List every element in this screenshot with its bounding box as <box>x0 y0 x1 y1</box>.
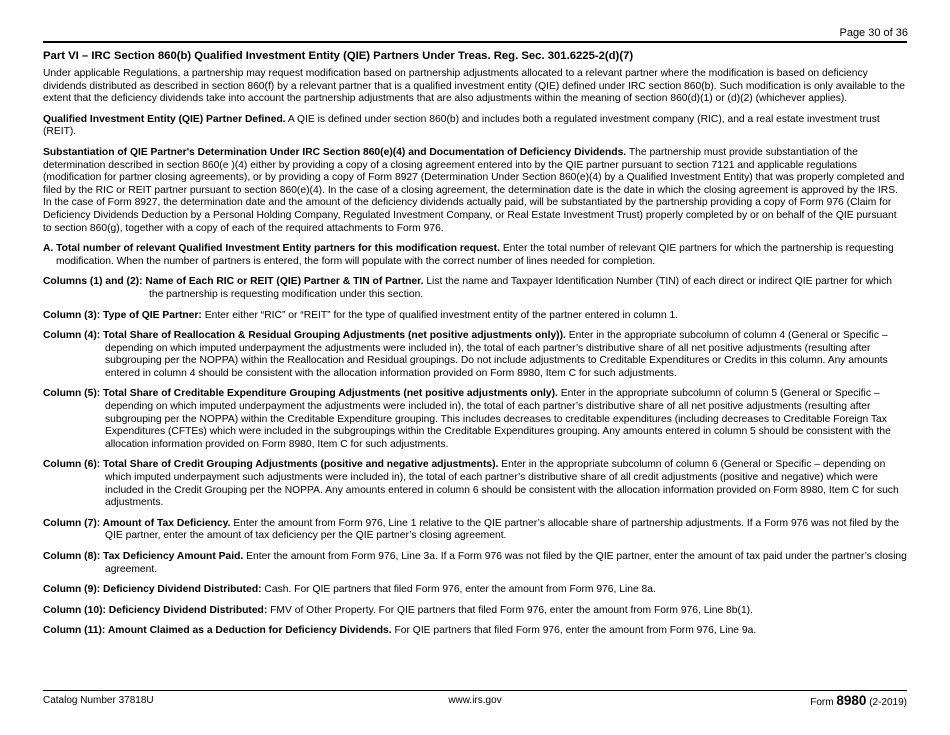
qie-defined-title: Qualified Investment Entity (QIE) Partner Defined. <box>43 113 286 125</box>
column-title: Column (10): Deficiency Dividend Distributed: <box>43 604 268 616</box>
column-text: Enter in the appropriate subcolumn of column 6 (General or Specific – depending on which imputed underpayment such adjustments were included in), the total of each partner’s distributive share of all credit adjustments (positive and negative) which were included in the Credit Grouping per the NOPPA. Any amounts entered in column 6 should be consistent with the allocation information provided on Form 8980, Item C for such adjustments. <box>105 459 899 509</box>
column-text: FMV of Other Property. For QIE partners that filed Form 976, enter the amount from Form 976, Line 8b(1). <box>267 604 753 616</box>
item-a-title: A. Total number of relevant Qualified Investment Entity partners for this modification request. <box>43 243 500 255</box>
column-title: Column (3): Type of QIE Partner: <box>43 309 202 321</box>
header-rule <box>43 41 907 43</box>
column-4-paragraph <box>43 330 907 380</box>
page-number: Page 30 of 36 <box>839 27 908 39</box>
column-title: Column (8): Tax Deficiency Amount Paid. <box>43 551 244 562</box>
catalog-number: Catalog Number 37818U <box>43 695 154 706</box>
item-a-text: Enter the total number of relevant QIE partners for which the partnership is requesting modification. When the number of partners is entered, the form will populate with the correct number of lines needed for completion. <box>56 243 894 267</box>
column-text: Enter the amount from Form 976, Line 3a. If a Form 976 was not filed by the QIE partner, enter the amount of tax paid under the partner’s closing agreement. <box>105 551 907 575</box>
intro-paragraph: Under applicable Regulations, a partnership may request modification based on partnership adjustments allocated to a relevant partner where the modification is based on deficiency dividends distributed as described in section 860(f) by a relevant partner that is a qualified investment entity (QIE) defined under IRC section 860(b). Such modification is only available to the extent that the deficiency dividends take into account the partnership adjustments that are also adjustments within the meaning of section 860(d)(1) or (d)(2) (whichever applies). <box>43 68 905 105</box>
footer-rule <box>43 690 907 691</box>
column-7-paragraph <box>43 518 907 543</box>
column-title: Column (6): Total Share of Credit Grouping Adjustments (positive and negative adjustments). <box>43 459 499 471</box>
column-text: Enter the amount from Form 976, Line 1 relative to the QIE partner’s allocable share of partnership adjustments. If a Form 976 was not filed by the QIE partner, enter the amount of tax deficiency per the QIE partner’s closing agreement. <box>105 517 900 542</box>
column-title: Column (7): Amount of Tax Deficiency. <box>43 517 231 529</box>
column-1-2-paragraph <box>43 276 907 301</box>
item-a-paragraph <box>43 243 907 268</box>
column-text: Enter in the appropriate subcolumn of column 5 (General or Specific – depending on which imputed underpayment the adjustments were included in), the total of each partner’s distributive share of all net positive adjustments (resulting after subgrouping per the NOPPA) within the Creditable Expenditure grouping. This includes decreases to creditable expenditures (including decreases to Creditable Foreign Tax Expenditures (CFTEs) which were included in the subgroupings within the Creditable Expenditures grouping. Any amounts entered in column 5 should be consistent with the allocation information provided on Form 8980, Item C for such adjustments. <box>105 388 891 450</box>
column-title: Column (5): Total Share of Creditable Expenditure Grouping Adjustments (net positive adjustments only). <box>43 388 558 400</box>
form-revision: (2-2019) <box>869 697 907 708</box>
column-8-paragraph <box>43 551 907 576</box>
column-text: Cash. For QIE partners that filed Form 976, enter the amount from Form 976, Line 8a. <box>261 584 656 596</box>
column-5-paragraph <box>43 388 907 451</box>
instructions-body <box>43 49 907 646</box>
column-title: Columns (1) and (2): Name of Each RIC or REIT (QIE) Partner & TIN of Partner. <box>43 276 424 288</box>
qie-defined-paragraph <box>43 114 907 139</box>
column-title: Column (4): Total Share of Reallocation & Residual Grouping Adjustments (net positive adjustments only)). <box>43 330 566 342</box>
form-number: 8980 <box>836 693 867 708</box>
form-label: Form <box>810 697 834 708</box>
column-text: Enter in the appropriate subcolumn of column 4 (General or Specific – depending on which imputed underpayment the adjustments were included in), the total of each partner’s distributive share of all net positive adjustments (resulting after subgrouping per the NOPPA) within the Reallocation and Residual groupings. Do not include adjustments to Creditable Expenditures or Credits in this column. Any amounts entered in column 4 should be consistent with the allocation information provided on Form 8980, Item C for such adjustments. <box>105 330 888 379</box>
irs-website: www.irs.gov <box>448 695 502 706</box>
column-10-paragraph <box>43 605 907 618</box>
column-11-paragraph <box>43 625 907 638</box>
column-9-paragraph <box>43 584 907 597</box>
column-text: For QIE partners that filed Form 976, enter the amount from Form 976, Line 9a. <box>391 625 757 637</box>
column-text: List the name and Taxpayer Identification Number (TIN) of each direct or indirect QIE partner for which the partnership is requesting modification under this section. <box>149 276 893 300</box>
form-identifier <box>810 693 907 708</box>
column-title: Column (11): Amount Claimed as a Deduction for Deficiency Dividends. <box>43 625 392 637</box>
qie-defined-text: A QIE is defined under section 860(b) and includes both a regulated investment company (RIC), and a real estate investment trust (REIT). <box>43 113 880 138</box>
column-title: Column (9): Deficiency Dividend Distributed: <box>43 584 262 596</box>
substantiation-text: The partnership must provide substantiation of the determination described in section 860(e )(4) either by providing a copy of a closing agreement entered into by the QIE partner pursuant to section 7121 and applicable regulations (modification for partner closing agreements), or by providing a copy of Form 8927 (Determination Under Section 860(e)(4) by a Qualified Investment Entity) that was properly completed and filed by the RIC or REIT partner pursuant to section 860(e)(4). In the case of a closing agreement, the determination date is the date in which the closing agreement is approved by the IRS. In the case of Form 8927, the determination date and the amount of the deficiency dividends actually paid, will be substantiated by the partnership providing a copy of Form 976 (Claim for Deficiency Dividends Deduction by a Personal Holding Company, Regulated Investment Company, or Real Estate Investment Trust) properly completed by or on behalf of the QIE pursuant to section 860(g), together with a copy of each of the required attachments to Form 976. <box>43 146 905 234</box>
column-3-paragraph <box>43 310 907 323</box>
column-text: Enter either “RIC” or “REIT” for the type of qualified investment entity of the partner entered in column 1. <box>201 309 679 321</box>
column-6-paragraph <box>43 459 907 509</box>
part-title: Part VI – IRC Section 860(b) Qualified Investment Entity (QIE) Partners Under Treas. Reg. Sec. 301.6225-2(d)(7) <box>43 50 634 62</box>
substantiation-title: Substantiation of QIE Partner's Determination Under IRC Section 860(e)(4) and Documentation of Deficiency Dividends. <box>43 146 627 158</box>
substantiation-paragraph <box>43 147 907 235</box>
